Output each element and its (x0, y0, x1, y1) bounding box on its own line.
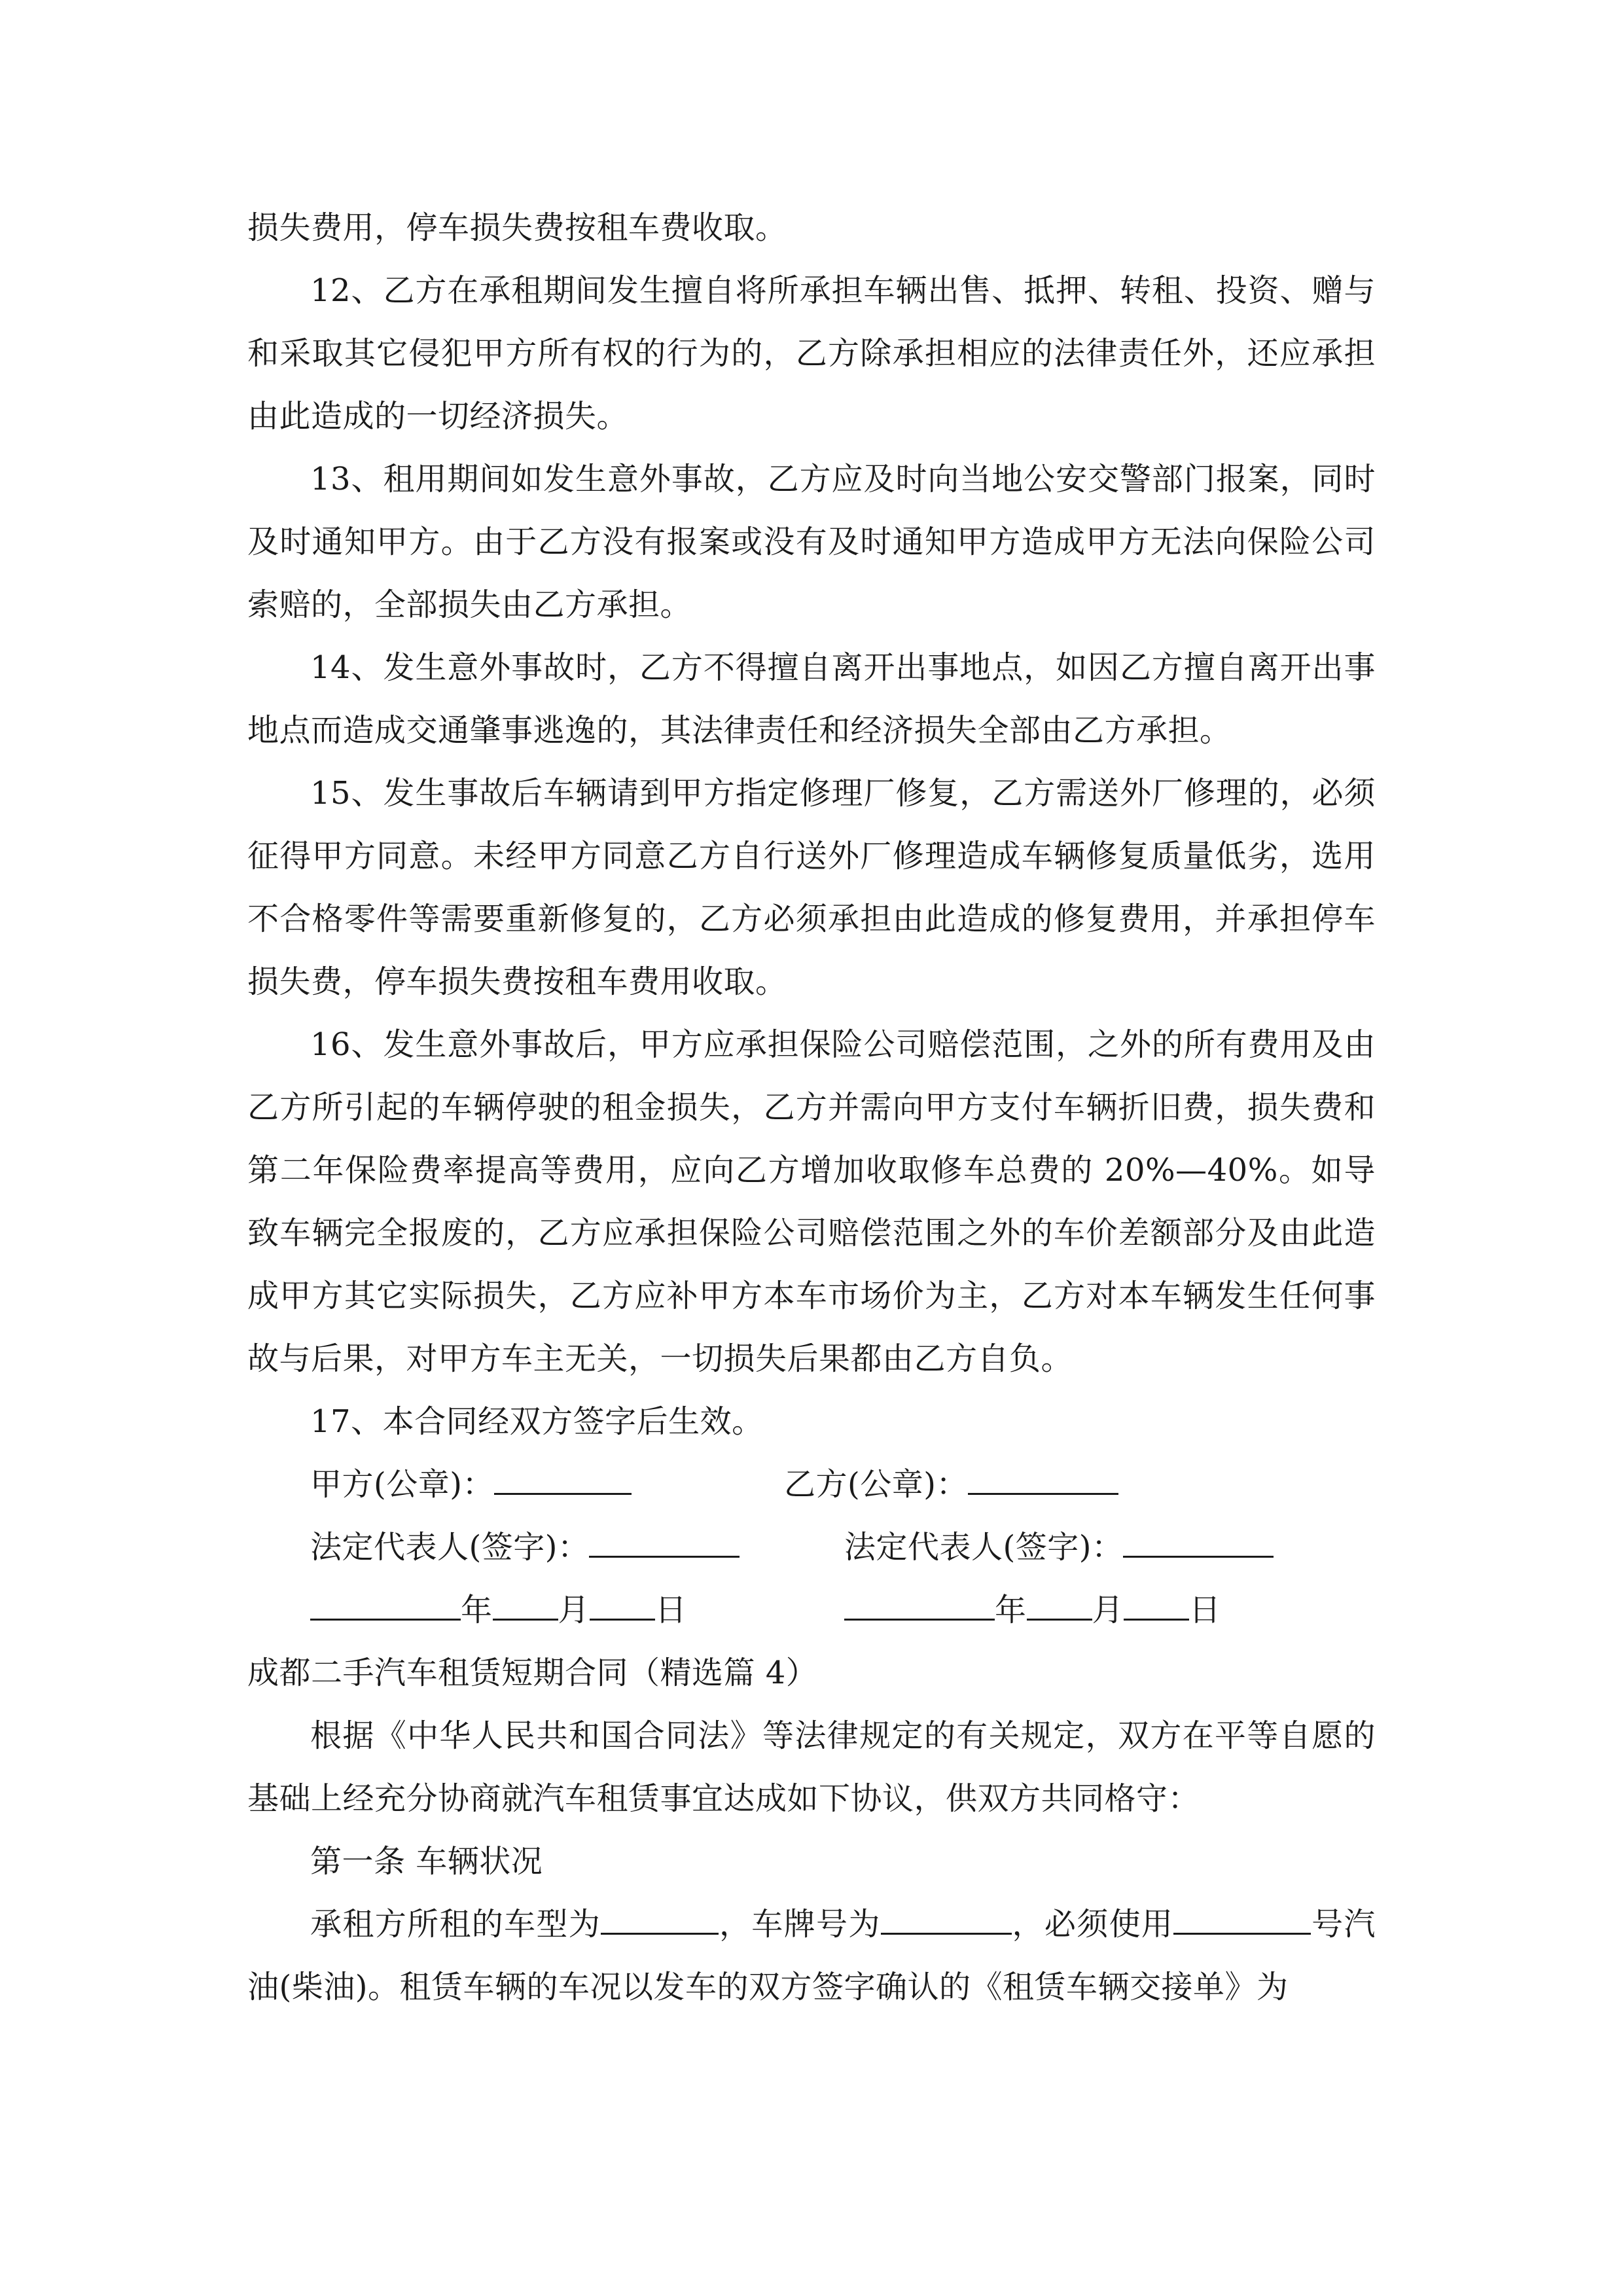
party-b-year-blank[interactable] (844, 1579, 995, 1621)
party-b-rep-label: 法定代表人(签字)： (844, 1529, 1124, 1566)
party-b-rep-blank[interactable] (1123, 1516, 1274, 1558)
party-b-seal-label: 乙方(公章)： (784, 1466, 968, 1503)
party-a-representative (310, 1516, 740, 1579)
party-a-seal-label: 甲方(公章)： (310, 1466, 494, 1503)
article-1-part-3: ，必须使用 (1011, 1906, 1174, 1943)
paragraph-clause-17: 17、本合同经双方签字后生效。 (310, 1403, 764, 1440)
party-b-month-label: 月 (1092, 1592, 1124, 1628)
signature-row-representative (247, 1516, 1376, 1579)
party-a-year-blank[interactable] (310, 1579, 461, 1621)
party-b-day-label: 日 (1189, 1592, 1221, 1628)
party-a-seal (310, 1453, 632, 1516)
article-1-part-1: 承租方所租的车型为 (310, 1906, 601, 1943)
paragraph-intro: 根据《中华人民共和国合同法》等法律规定的有关规定，双方在平等自愿的基础上经充分协商就汽车租赁事宜达成如下协议，供双方共同格守： (247, 1717, 1376, 1817)
plate-number-blank[interactable] (881, 1893, 1012, 1935)
party-b-month-blank[interactable] (1027, 1579, 1092, 1621)
party-b-year-label: 年 (995, 1592, 1027, 1628)
party-a-rep-label: 法定代表人(签字)： (310, 1529, 590, 1566)
party-b-representative (844, 1516, 1274, 1579)
article-1-title: 第一条 车辆状况 (310, 1843, 543, 1880)
car-model-blank[interactable] (601, 1893, 719, 1935)
document-body (247, 196, 1376, 2018)
party-b-day-blank[interactable] (1124, 1579, 1189, 1621)
party-a-day-label: 日 (655, 1592, 687, 1628)
party-a-month-label: 月 (558, 1592, 590, 1628)
paragraph-clause-16: 16、发生意外事故后，甲方应承担保险公司赔偿范围，之外的所有费用及由乙方所引起的车辆停驶的租金损失，乙方并需向甲方支付车辆折旧费，损失费和第二年保险费率提高等费用，应向乙方增加收取修车总费的 20%—40%。如导致车辆完全报废的，乙方应承担保险公司赔偿范围之外的车价差额部分及由此造成甲方其它实际损失，乙方应补甲方本车市场价为主，乙方对本车辆发生任何事故与后果，对甲方车主无关，一切损失后果都由乙方自负。 (247, 1026, 1376, 1377)
party-a-rep-blank[interactable] (589, 1516, 740, 1558)
article-1-part-4: 号汽油(柴油)。租赁车辆的车况以发车的双方签字确认的《租赁车辆交接单》为 (247, 1906, 1376, 2005)
article-1-part-2: ，车牌号为 (719, 1906, 881, 1943)
party-b-date (844, 1579, 1221, 1641)
party-a-year-label: 年 (461, 1592, 493, 1628)
party-a-date (310, 1579, 687, 1641)
paragraph-loss-fee: 损失费用，停车损失费按租车费收取。 (247, 209, 787, 246)
paragraph-clause-15: 15、发生事故后车辆请到甲方指定修理厂修复，乙方需送外厂修理的，必须征得甲方同意。未经甲方同意乙方自行送外厂修理造成车辆修复质量低劣，选用不合格零件等需要重新修复的，乙方必须承担由此造成的修复费用，并承担停车损失费，停车损失费按租车费用收取。 (247, 775, 1376, 1000)
party-a-month-blank[interactable] (493, 1579, 558, 1621)
section-title: 成都二手汽车租赁短期合同（精选篇 4） (247, 1655, 818, 1691)
article-1-text (247, 1893, 1376, 2018)
paragraph-clause-13: 13、租用期间如发生意外事故，乙方应及时向当地公安交警部门报案，同时及时通知甲方。由于乙方没有报案或没有及时通知甲方造成甲方无法向保险公司索赔的，全部损失由乙方承担。 (247, 461, 1376, 623)
party-a-day-blank[interactable] (590, 1579, 655, 1621)
paragraph-clause-14: 14、发生意外事故时，乙方不得擅自离开出事地点，如因乙方擅自离开出事地点而造成交通肇事逃逸的，其法律责任和经济损失全部由乙方承担。 (247, 649, 1376, 749)
signature-row-seal (247, 1453, 1376, 1516)
party-a-seal-blank[interactable] (494, 1454, 632, 1495)
fuel-grade-blank[interactable] (1173, 1893, 1311, 1935)
party-b-seal-blank[interactable] (968, 1454, 1118, 1495)
signature-row-date (247, 1579, 1376, 1641)
paragraph-clause-12: 12、乙方在承租期间发生擅自将所承担车辆出售、抵押、转租、投资、赠与和采取其它侵犯甲方所有权的行为的，乙方除承担相应的法律责任外，还应承担由此造成的一切经济损失。 (247, 272, 1376, 435)
party-b-seal (784, 1453, 1118, 1516)
